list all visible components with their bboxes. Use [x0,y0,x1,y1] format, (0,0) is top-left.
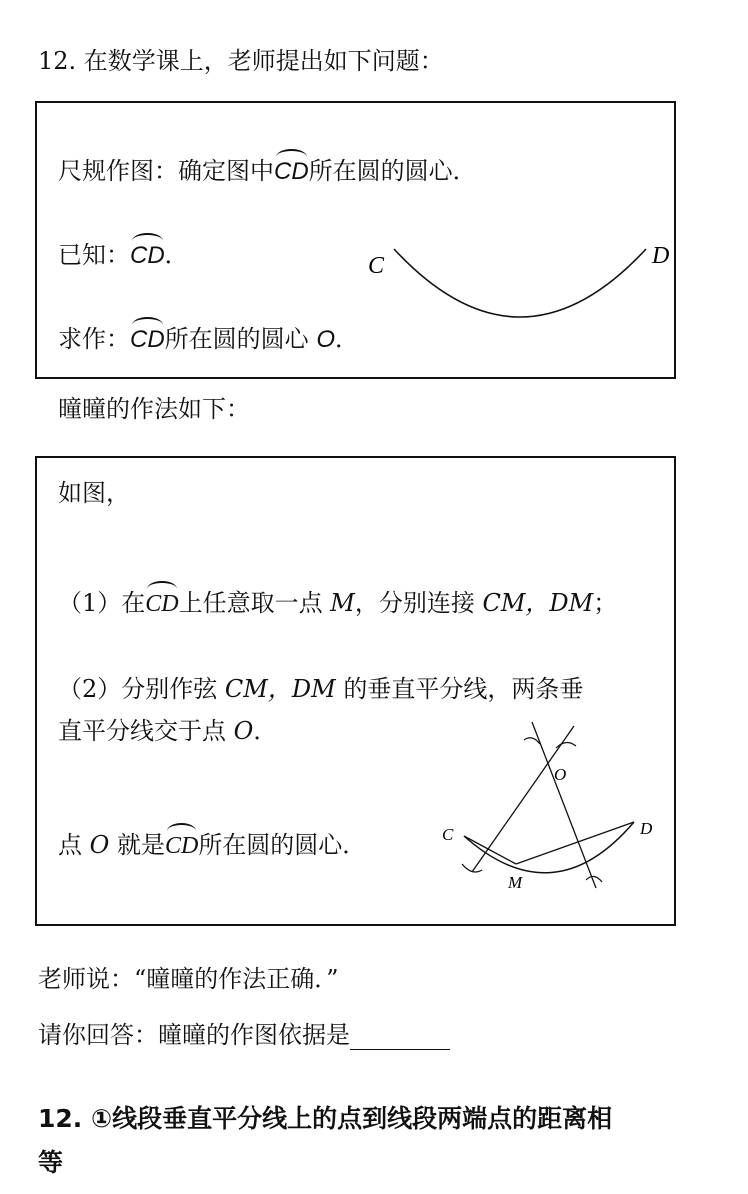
known-suffix: ． [164,241,189,269]
answer-line-1: 12. ①线段垂直平分线上的点到线段两端点的距离相 [38,1104,613,1133]
point-c-label: C [368,253,385,279]
problem-task [58,156,477,187]
point-d-label: D [652,243,670,269]
arc-mark [462,864,482,872]
method-intro: 曈曈的作法如下： [58,395,250,423]
step1-mid: 上任意取一点 [178,589,323,617]
method-step2-cont [58,716,277,746]
answer-prompt [38,1020,450,1050]
require-prefix: 求作： [58,325,130,353]
construction-point-o: O [554,765,567,784]
conclusion-mid: 就是 [116,831,165,859]
answer-blank [350,1027,450,1050]
step1-end: ； [593,589,618,617]
problem-arc-figure [360,235,680,330]
step1-chords: CM，DM [482,589,594,617]
method-conclusion [58,830,366,861]
step1-suffix: ，分别连接 [354,589,475,617]
conclusion-arc-label: CD [164,833,199,859]
bisector-dm [532,722,596,888]
arc-cd-label: CD [274,158,309,185]
conclusion-suffix: 所在圆的圆心． [198,831,367,859]
construction-point-d: D [640,819,653,838]
teacher-remark: 老师说：“曈曈的作法正确．” [38,965,339,993]
center-label: O [316,326,335,353]
step1-prefix: （1）在 [58,589,146,617]
problem-require [58,324,359,355]
require-arc-label: CD [130,326,165,353]
conclusion-prefix: 点 [58,831,82,859]
method-step1 [58,588,617,619]
construction-point-m: M [508,873,523,892]
answer-line-2: 等 [38,1148,64,1177]
require-suffix: 所在圆的圆心 [164,325,309,353]
method-intro-line: 如图， [58,479,130,507]
construction-point-c: C [442,825,454,844]
step2-chords: CM，DM [224,675,336,703]
step2-end: ． [253,717,278,745]
answer-prompt-text: 请你回答：曈曈的作图依据是 [38,1021,350,1049]
step2-prefix: （2）分别作弦 [58,675,218,703]
known-arc-label: CD [130,242,165,269]
chord-dm [516,822,634,864]
step2-suffix: 的垂直平分线，两条垂 [343,675,584,703]
conclusion-point: O [89,831,110,859]
step2-line2-prefix: 直平分线交于点 [58,717,226,745]
problem-known [58,240,189,271]
bisector-cm [472,726,574,872]
require-period: ． [334,325,359,353]
method-step2 [58,674,583,704]
chord-cm [464,836,516,864]
question-intro: 12. 在数学课上，老师提出如下问题： [38,47,444,75]
construction-figure [436,712,668,894]
known-prefix: 已知： [58,241,130,269]
task-prefix: 尺规作图：确定图中 [58,157,274,185]
step1-point: M [330,589,355,617]
arc-mark [524,738,540,744]
step1-arc-label: CD [145,591,179,617]
task-suffix: 所在圆的圆心． [308,157,477,185]
arc-cd [394,249,646,317]
step2-point: O [233,717,254,745]
